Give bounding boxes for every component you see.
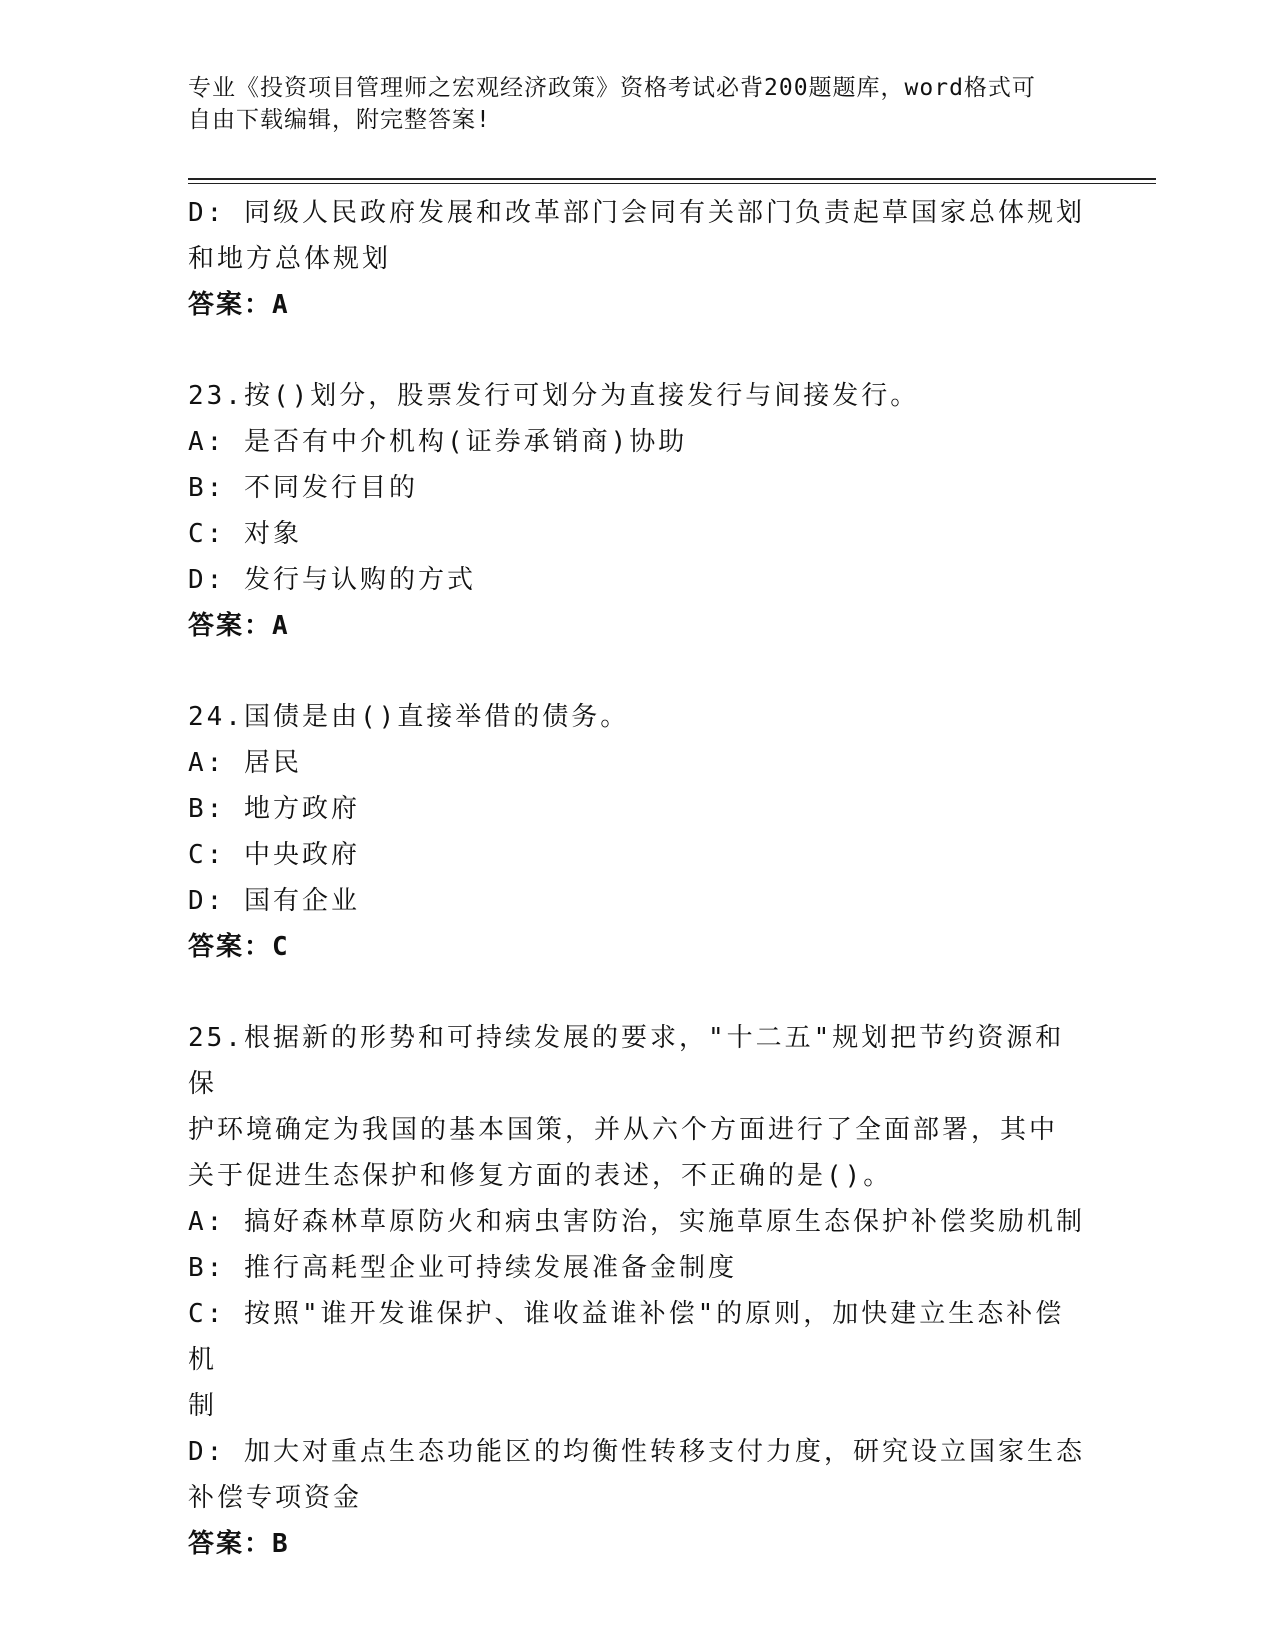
question-23 [188,373,1088,649]
option-c: C: 按照"谁开发谁保护、谁收益谁补偿"的原则，加快建立生态补偿机 [188,1299,1065,1375]
option-b: B: 地方政府 [188,794,360,824]
option-b: B: 推行高耗型企业可持续发展准备金制度 [188,1253,737,1283]
question-text-continued: 护环境确定为我国的基本国策，并从六个方面进行了全面部署，其中 [188,1115,1059,1145]
question-24 [188,694,1088,970]
option-a: A: 居民 [188,748,302,778]
question-text: 25.根据新的形势和可持续发展的要求，"十二五"规划把节约资源和保 [188,1023,1065,1099]
header-rule-thick [188,178,1156,180]
question-22 [188,190,1088,328]
question-list [188,190,1088,1567]
option-a: A: 搞好森林草原防火和病虫害防治，实施草原生态保护补偿奖励机制 [188,1207,1085,1237]
header-line-2: 自由下载编辑，附完整答案! [188,107,491,133]
question-25 [188,1015,1088,1567]
spacer [188,649,1088,694]
option-d: D: 同级人民政府发展和改革部门会同有关部门负责起草国家总体规划 [188,198,1085,228]
option-c: C: 中央政府 [188,840,360,870]
option-c-continued: 制 [188,1391,218,1421]
answer: 答案：C [188,932,290,962]
option-a: A: 是否有中介机构(证券承销商)协助 [188,427,688,457]
question-text: 23.按()划分，股票发行可划分为直接发行与间接发行。 [188,381,920,411]
spacer [188,970,1088,1015]
spacer [188,328,1088,373]
header-line-1: 专业《投资项目管理师之宏观经济政策》资格考试必背200题题库，word格式可 [188,75,1036,101]
question-text: 24.国债是由()直接举借的债务。 [188,702,630,732]
option-d-continued: 补偿专项资金 [188,1483,363,1513]
option-d: D: 发行与认购的方式 [188,565,476,595]
question-text-continued: 关于促进生态保护和修复方面的表述，不正确的是()。 [188,1161,893,1191]
option-c: C: 对象 [188,519,302,549]
answer: 答案：A [188,611,290,641]
option-d-continued: 和地方总体规划 [188,244,392,274]
answer: 答案：A [188,290,290,320]
option-d: D: 加大对重点生态功能区的均衡性转移支付力度，研究设立国家生态 [188,1437,1085,1467]
option-d: D: 国有企业 [188,886,360,916]
option-b: B: 不同发行目的 [188,473,418,503]
answer: 答案：B [188,1529,290,1559]
header-rule-thin [188,183,1156,184]
document-header [188,72,1068,136]
